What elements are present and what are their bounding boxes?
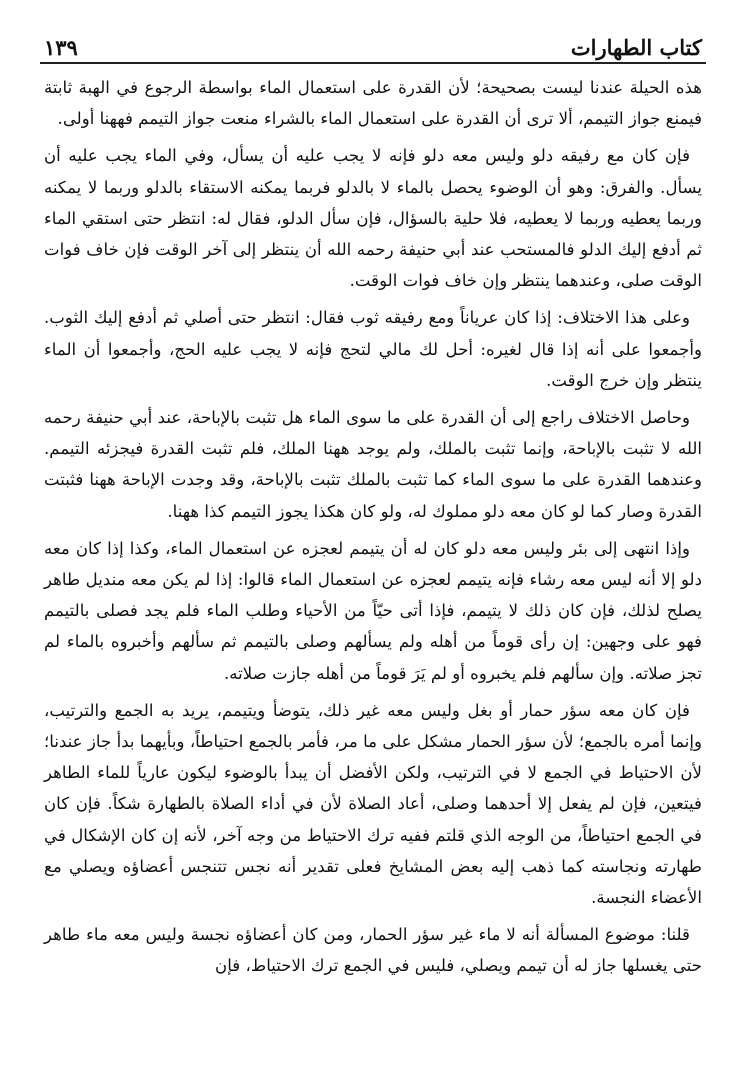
paragraph: فإن كان معه سؤر حمار أو بغل وليس معه غير ذلك، يتوضأ ويتيمم، يريد به الجمع والترتيب، وإنما أمره بالجمع؛ لأن سؤر الحمار مشكل على ما مر، فأمر بالجمع احتياطاً، وبأيهما بدأ جاز عندنا؛ لأن الاحتياط في الجمع لا في الترتيب، ولكن الأفضل أن يبدأ بالوضوء ليكون عارياً للماء الطاهر فيتعين، فإن لم يفعل إلا أحدهما وصلى، أعاد الصلاة لأن في أداء الصلاة بالطهارة شكاً. فإن كان في الجمع احتياطاً، من الوجه الذي قلتم ففيه ترك الاحتياط من وجه آخر، لأنه إن كان الإشكال في طهارته ونجاسته كما ذهب إليه بعض المشايخ فعلى تقدير أنه نجس تتنجس أعضاؤه ويصلي مع الأعضاء النجسة. <box>44 700 702 908</box>
page-number: ١٣٩ <box>44 35 78 60</box>
paragraph: فإن كان مع رفيقه دلو وليس معه دلو فإنه لا يجب عليه أن يسأل، وفي الماء يجب عليه أن يسأل. والفرق: وهو أن الوضوء يحصل بالماء لا بالدلو فربما يمكنه الاستقاء بالدلو وربما لا يمكنه وربما يعطيه وربما لا يعطيه، فلا حلية بالسؤال، فإن سأل الدلو، فقال له: انتظر حتى استقي الماء ثم أدفع إليك الدلو فالمستحب عند أبي حنيفة رحمه الله أن ينتظر إلى آخر الوقت فإن خاف فوات الوقت صلى، وعندهما ينتظر وإن خاف فوات الوقت. <box>44 146 702 291</box>
paragraph: وحاصل الاختلاف راجع إلى أن القدرة على ما سوى الماء هل تثبت بالإباحة، عند أبي حنيفة رحمه الله لا تثبت بالإباحة، وإنما تثبت بالملك، ولم يوجد ههنا الملك، فلم تثبت القدرة فيجزئه التيمم. وعندهما القدرة على ما سوى الماء كما تثبت بالملك تثبت بالإباحة، وقد وجدت الإباحة ههنا فثبتت القدرة وصار كما لو كان معه دلو مملوك له، ولو كان هكذا يجوز التيمم كذا ههنا. <box>44 408 702 521</box>
paragraph: هذه الحيلة عندنا ليست بصحيحة؛ لأن القدرة على استعمال الماء بواسطة الرجوع في الهبة ثابتة فيمنع جواز التيمم، ألا ترى أن القدرة على استعمال الماء بالشراء منعت جواز التيمم فههنا أولى. <box>44 78 702 129</box>
paragraph: وعلى هذا الاختلاف: إذا كان عرياناً ومع رفيقه ثوب فقال: انتظر حتى أصلي ثم أدفع إليك الثوب. وأجمعوا على أنه إذا قال لغيره: أحل لك مالي لتحج فإنه لا يجب عليه الحج، وأجمعوا أن الماء ينتظر وإن خرج الوقت. <box>44 308 702 390</box>
header-rule <box>40 62 706 64</box>
page-body <box>44 72 702 988</box>
page-header <box>44 26 702 60</box>
running-title: كتاب الطهارات <box>570 35 702 60</box>
paragraph: وإذا انتهى إلى بئر وليس معه دلو كان له أن يتيمم لعجزه عن استعمال الماء، وكذا إذا كان معه دلو إلا أنه ليس معه رشاء فإنه يتيمم لعجزه عن استعمال الماء قالوا: إذا لم يكن معه منديل طاهر يصلح لذلك، فإن كان ذلك لا يتيمم، فإذا أتى حيّاً من الأحياء وطلب الماء فلم يجد فصلى بالتيمم فهو على وجهين: إن رأى قوماً من أهله ولم يسألهم وصلى بالتيمم ثم سألهم وأخبروه بالماء لم تجز صلاته. وإن سألهم فلم يخبروه أو لم يَرَ قوماً من أهله جازت صلاته. <box>44 538 702 683</box>
paragraph: قلنا: موضوع المسألة أنه لا ماء غير سؤر الحمار، ومن كان أعضاؤه نجسة وليس معه ماء طاهر حتى يغسلها جاز له أن تيمم ويصلي، فليس في الجمع ترك الاحتياط، فإن <box>44 925 702 976</box>
